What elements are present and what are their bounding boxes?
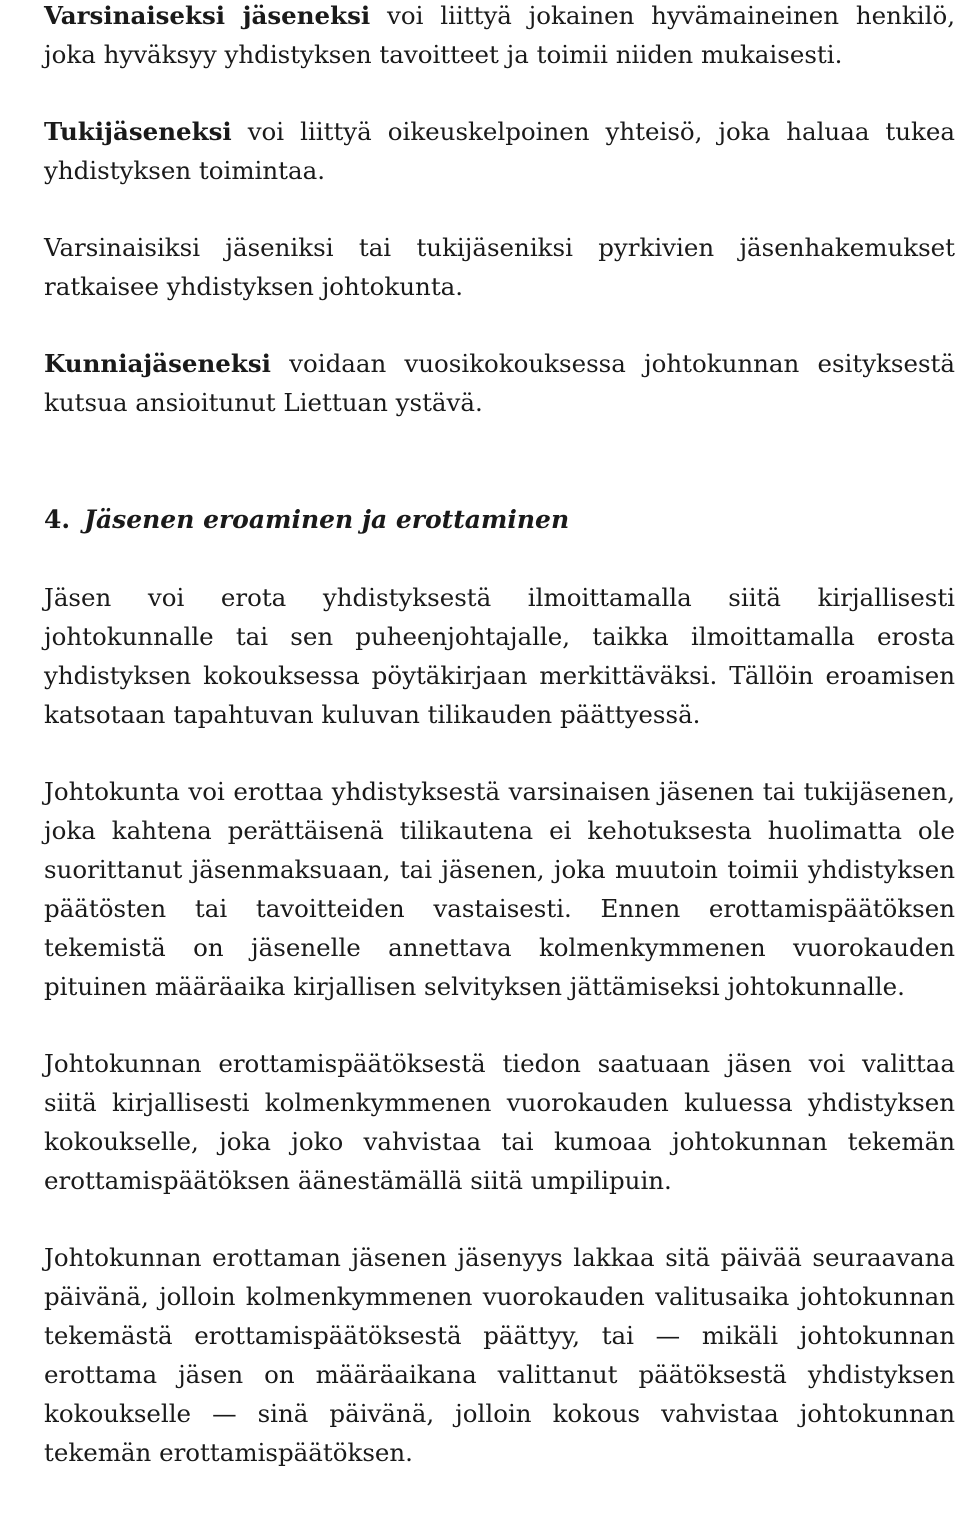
paragraph-text: Varsinaisiksi jäseniksi tai tukijäseniksi pyrkivien jäsenhakemukset ratkaisee yhdistyksen johtokunta. (44, 233, 955, 301)
paragraph-text: voidaan vuosikokouksessa johtokunnan esityksestä kutsua ansioitunut Liettuan ystävä. (44, 349, 955, 417)
section-number: 4. (44, 505, 71, 534)
paragraph-expulsion (44, 772, 955, 1006)
paragraph-text: voi liittyä oikeuskelpoinen yhteisö, joka haluaa tukea yhdistyksen toimintaa. (44, 117, 955, 185)
document-page (44, 0, 955, 1472)
paragraph-text: voi liittyä jokainen hyvämaineinen henkilö, joka hyväksyy yhdistyksen tavoitteet ja toimii niiden mukaisesti. (44, 1, 955, 69)
paragraph-supporting-members (44, 112, 955, 190)
term-honorary-member: Kunniajäseneksi (44, 349, 271, 378)
paragraph-text: Johtokunnan erottaman jäsenen jäsenyys lakkaa sitä päivää seuraavana päivänä, jolloin kolmenkymmenen vuorokauden valitusaika johtokunnan tekemästä erottamispäätöksestä päättyy, tai — mikäli johtokunnan erottama jäsen on määräaikana valittanut päätöksestä yhdistyksen kokoukselle — sinä päivänä, jolloin kokous vahvistaa johtokunnan tekemän erottamispäätöksen. (44, 1243, 955, 1467)
paragraph-regular-members (44, 0, 955, 74)
section-title: Jäsenen eroaminen ja erottaminen (84, 505, 570, 534)
paragraph-text: Johtokunta voi erottaa yhdistyksestä varsinaisen jäsenen tai tukijäsenen, joka kahtena perättäisenä tilikautena ei kehotuksesta huolimatta ole suorittanut jäsenmaksuaan, tai jäsenen, joka muutoin toimii yhdistyksen päätösten tai tavoitteiden vastaisesti. Ennen erottamispäätöksen tekemistä on jäsenelle annettava kolmenkymmenen vuorokauden pituinen määräaika kirjallisen selvityksen jättämiseksi johtokunnalle. (44, 777, 955, 1001)
paragraph-honorary-members (44, 344, 955, 422)
paragraph-membership-end (44, 1238, 955, 1472)
section-heading (44, 500, 955, 539)
paragraph-resignation (44, 578, 955, 734)
paragraph-text: Jäsen voi erota yhdistyksestä ilmoittamalla siitä kirjallisesti johtokunnalle tai sen puheenjohtajalle, taikka ilmoittamalla erosta yhdistyksen kokouksessa pöytäkirjaan merkittäväksi. Tällöin eroamisen katsotaan tapahtuvan kuluvan tilikauden päättyessä. (44, 583, 955, 729)
paragraph-appeal (44, 1044, 955, 1200)
term-regular-member: Varsinaiseksi jäseneksi (44, 1, 371, 30)
paragraph-applications (44, 228, 955, 306)
term-supporting-member: Tukijäseneksi (44, 117, 232, 146)
paragraph-text: Johtokunnan erottamispäätöksestä tiedon saatuaan jäsen voi valittaa siitä kirjallisesti kolmenkymmenen vuorokauden kuluessa yhdistyksen kokoukselle, joka joko vahvistaa tai kumoaa johtokunnan tekemän erottamispäätöksen äänestämällä siitä umpilipuin. (44, 1049, 955, 1195)
